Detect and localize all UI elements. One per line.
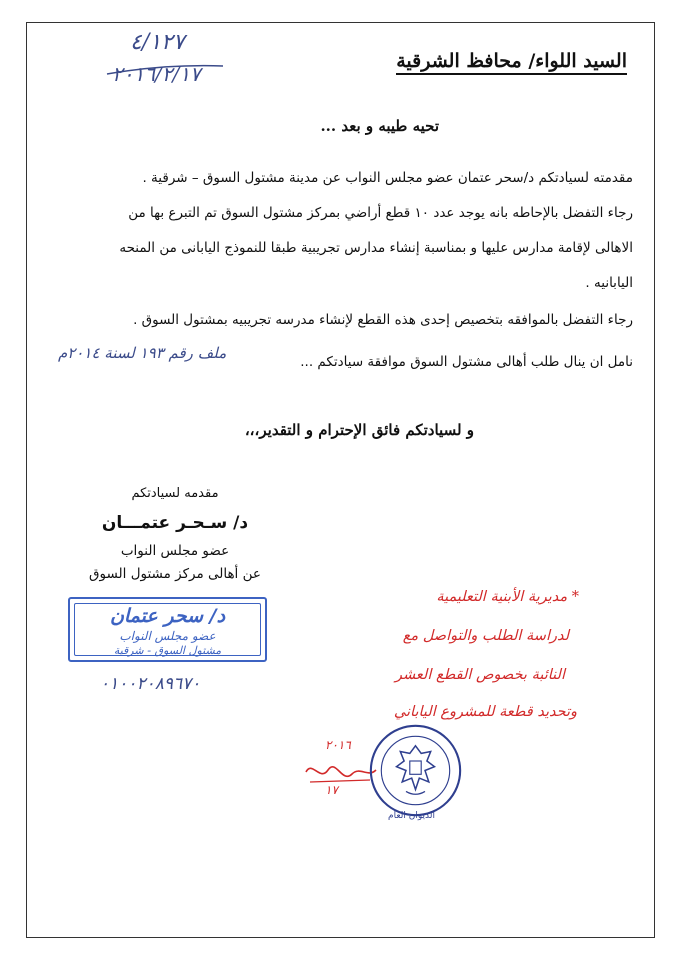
- handwritten-file-ref: ملف رقم ١٩٣ لسنة ٢٠١٤م: [58, 344, 227, 362]
- seal-text: الديوان العام: [388, 811, 435, 821]
- closing-line: و لسيادتكم فائق الإحترام و التقدير،،،: [244, 421, 474, 439]
- stamp-line1: د/ سحر عتمان: [109, 605, 226, 627]
- signature-submitted-by: مقدمه لسيادتكم: [131, 486, 219, 501]
- red-annotation-number: ١٧: [325, 783, 338, 797]
- governorate-seal: [368, 723, 463, 818]
- paragraph-hope: نامل ان ينال طلب أهالى مشتول السوق موافقة سيادتكم ...: [300, 354, 633, 370]
- red-annotation-line2: لدراسة الطلب والتواصل مع: [402, 628, 569, 644]
- signature-constituency: عن أهالى مركز مشتول السوق: [89, 566, 261, 582]
- greeting: تحيه طيبه و بعد ...: [320, 117, 439, 135]
- page-border: [26, 22, 655, 938]
- stamp-line3: مشتول السوق - شرقية: [113, 644, 222, 657]
- paragraph-request-line3: اليابانيه .: [585, 275, 633, 291]
- recipient-heading: السيد اللواء/ محافظ الشرقية: [396, 50, 627, 75]
- red-annotation-line4: وتحديد قطعة للمشروع الياباني: [393, 704, 577, 720]
- mp-stamp: [68, 597, 267, 662]
- paragraph-intro: مقدمته لسيادتكم د/سحر عتمان عضو مجلس النواب عن مدينة مشتول السوق – شرقية .: [142, 170, 633, 186]
- paragraph-request-line1: رجاء التفضل بالإحاطه بانه يوجد عدد ١٠ قطع أراضي بمركز مشتول السوق تم التبرع بها من: [128, 205, 633, 221]
- red-annotation-date: ٢٠١٦: [325, 738, 351, 752]
- signature-name: د/ سـحـر عتمـــان: [101, 513, 249, 533]
- handwritten-phone: ٠١٠٠٢٠٨٩٦٧٠: [100, 674, 201, 694]
- paragraph-request-line2: الاهالى لإقامة مدارس عليها و بمناسبة إنشاء مدارس تجريبية طبقا للنموذج اليابانى من المنحه: [119, 240, 633, 256]
- handwritten-date: ٢٠١٦/٢/١٧: [112, 62, 201, 86]
- red-annotation-line3: النائبة بخصوص القطع العشر: [394, 667, 565, 683]
- paragraph-approval: رجاء التفضل بالموافقه بتخصيص إحدى هذه القطع لإنشاء مدرسه تجريبيه بمشتول السوق .: [133, 312, 633, 328]
- stamp-line2: عضو مجلس النواب: [119, 629, 216, 643]
- handwritten-number: ٤/١٢٧: [130, 30, 185, 55]
- signature-title: عضو مجلس النواب: [120, 543, 230, 559]
- red-annotation-line1: * مديرية الأبنية التعليمية: [436, 589, 579, 605]
